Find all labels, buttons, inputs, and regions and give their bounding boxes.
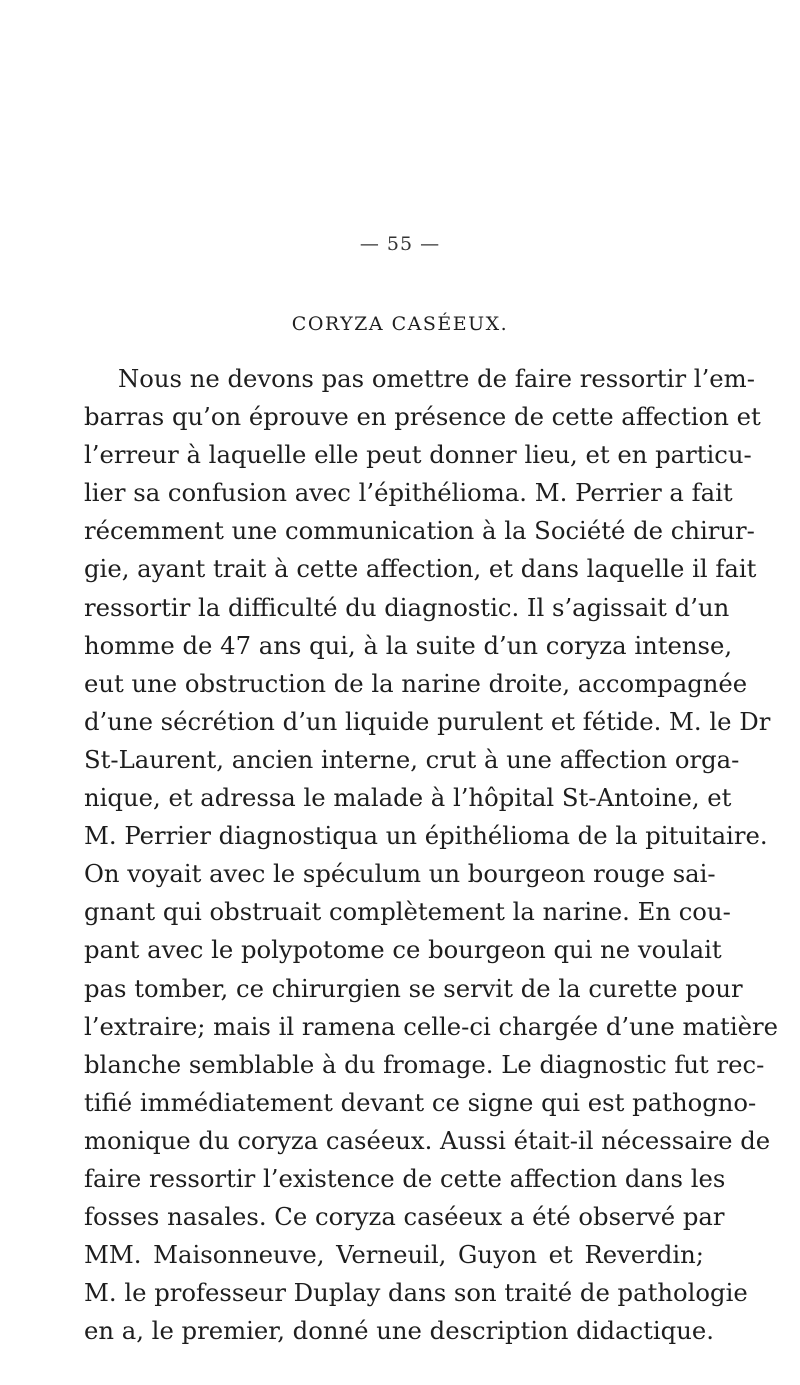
paragraph-line: ressortir la difficulté du diagnostic. Il s’agissait d’un [84,592,730,622]
paragraph-line: l’erreur à laquelle elle peut donner lieu, et en particu- [84,440,752,470]
paragraph-line: nique, et adressa le malade à l’hôpital St-Antoine, et [84,783,732,813]
paragraph-line: faire ressortir l’existence de cette affection dans les [84,1163,726,1193]
body-paragraph [84,360,778,1350]
paragraph-line: On voyait avec le spéculum un bourgeon rouge sai- [84,859,716,889]
paragraph-line: eut une obstruction de la narine droite, accompagnée [84,668,748,698]
paragraph-line: d’une sécrétion d’un liquide purulent et fétide. M. le Dr [84,706,771,736]
paragraph-line: fosses nasales. Ce coryza caséeux a été observé par [84,1202,725,1232]
page-number: — 55 — [359,233,441,255]
paragraph-line: homme de 47 ans qui, à la suite d’un coryza intense, [84,630,733,660]
paragraph-line: blanche semblable à du fromage. Le diagnostic fut rec- [84,1049,765,1079]
paragraph-line: MM. Maisonneuve, Verneuil, Guyon et Reverdin; [84,1240,704,1270]
paragraph-line: pas tomber, ce chirurgien se servit de la curette pour [84,973,743,1003]
section-title: CORYZA CASÉEUX. [291,313,509,335]
paragraph-line: M. Perrier diagnostiqua un épithélioma de la pituitaire. [84,821,768,851]
paragraph-line: pant avec le polypotome ce bourgeon qui ne voulait [84,935,722,965]
paragraph-line: gie, ayant trait à cette affection, et dans laquelle il fait [84,554,757,584]
paragraph-line: l’extraire; mais il ramena celle-ci chargée d’une matière [84,1011,778,1041]
paragraph-line: M. le professeur Duplay dans son traité de pathologie [84,1278,748,1308]
paragraph-line: tifié immédiatement devant ce signe qui est pathogno- [84,1087,757,1117]
paragraph-line: gnant qui obstruait complètement la narine. En cou- [84,897,731,927]
paragraph-line: Nous ne devons pas omettre de faire ressortir l’em- [118,364,755,393]
paragraph-line: lier sa confusion avec l’épithélioma. M. Perrier a fait [84,478,733,508]
paragraph-line: barras qu’on éprouve en présence de cette affection et [84,402,761,432]
paragraph-line: monique du coryza caséeux. Aussi était-il nécessaire de [84,1125,771,1155]
paragraph-line: récemment une communication à la Société de chirur- [84,516,755,546]
paragraph-line: en a, le premier, donné une description didactique. [84,1316,714,1346]
paragraph-line: St-Laurent, ancien interne, crut à une affection orga- [84,744,740,774]
